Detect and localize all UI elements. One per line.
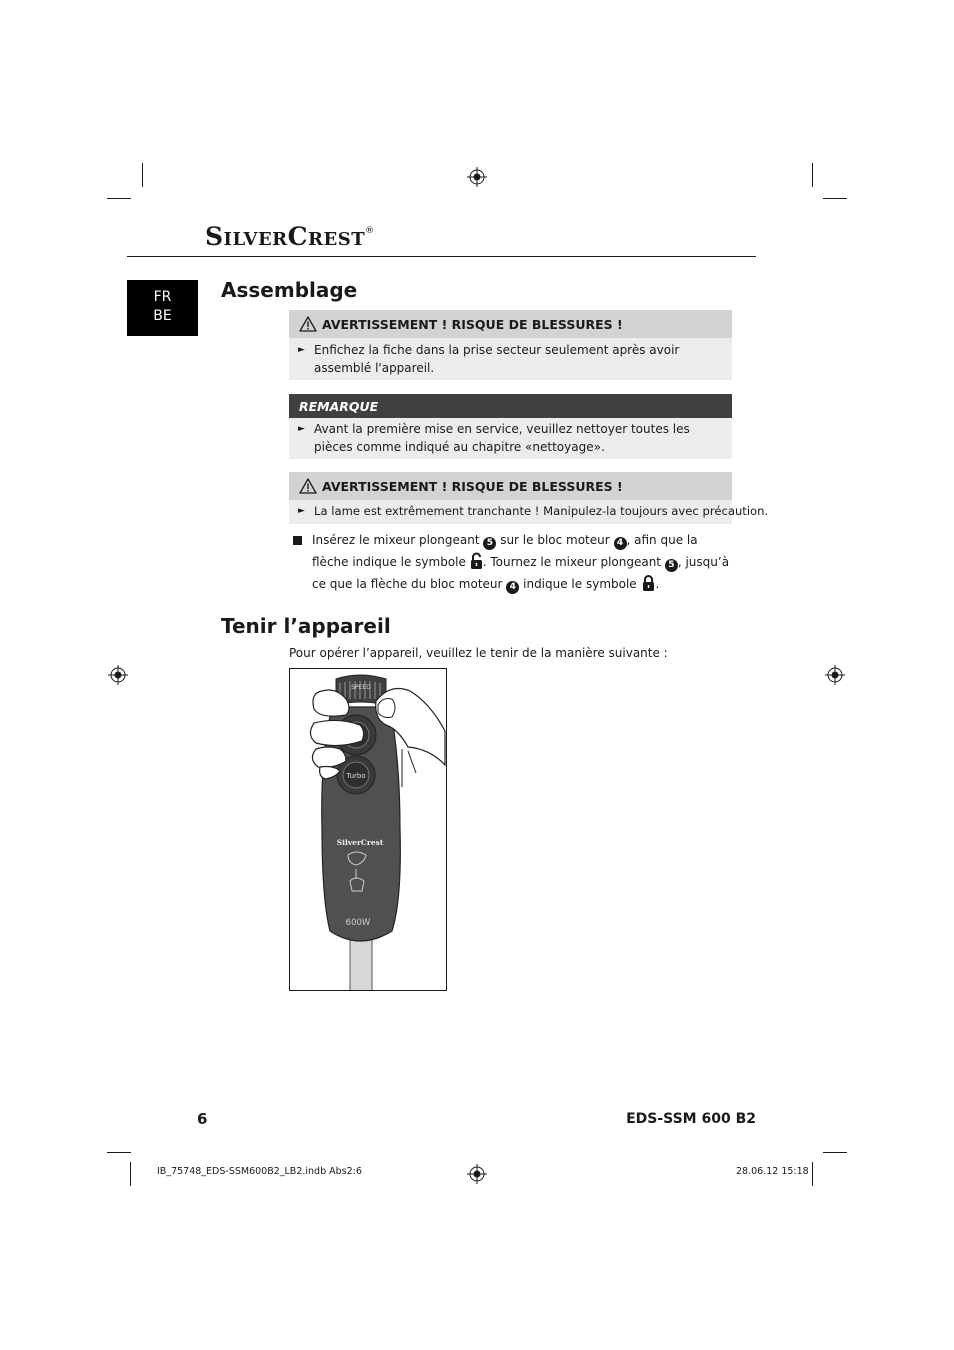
logo-text: SilverCrest xyxy=(205,222,366,251)
part-number-badge: 5 xyxy=(483,537,496,550)
arrow-bullet-icon: ► xyxy=(298,506,305,516)
arrow-bullet-icon: ► xyxy=(298,424,305,434)
section-title-assemblage: Assemblage xyxy=(221,278,358,302)
note-header xyxy=(289,394,732,418)
note-title: REMARQUE xyxy=(299,398,379,414)
registration-mark-icon xyxy=(108,665,128,685)
step-text-part: , afin que la flèche indique le symbole xyxy=(312,533,698,569)
crop-mark xyxy=(823,198,847,199)
step-text-part: , jusqu’à ce que la flèche du bloc moteur xyxy=(312,555,730,591)
model-number: EDS-SSM 600 B2 xyxy=(626,1111,756,1127)
brand-logo xyxy=(205,222,375,251)
turbo-label: Turbo xyxy=(346,772,366,780)
step-text-part: sur le bloc moteur xyxy=(500,533,610,547)
arrow-bullet-icon: ► xyxy=(298,345,305,355)
part-number-badge: 5 xyxy=(665,559,678,572)
language-code: FR xyxy=(153,289,172,305)
assembly-step xyxy=(289,529,734,595)
crop-mark xyxy=(107,1152,131,1153)
warning-box xyxy=(289,310,732,380)
warning-triangle-icon xyxy=(299,478,317,494)
speed-label: SPEED xyxy=(351,684,371,691)
unlocked-padlock-icon xyxy=(470,552,483,570)
header-rule xyxy=(127,256,756,257)
warning-header xyxy=(289,310,732,338)
warning-triangle-icon xyxy=(299,316,317,332)
step-text-part: . xyxy=(655,577,660,591)
crop-mark xyxy=(812,1162,813,1186)
hand-blender-drawing xyxy=(290,669,446,990)
crop-mark xyxy=(107,198,131,199)
crop-mark xyxy=(812,163,813,187)
warning-item xyxy=(289,500,769,521)
part-number-badge: 4 xyxy=(614,537,627,550)
power-label: 600W xyxy=(345,918,371,928)
step-text xyxy=(312,529,734,595)
warning-header xyxy=(289,472,732,500)
print-slug-file: IB_75748_EDS-SSM600B2_LB2.indb Abs2:6 xyxy=(157,1166,362,1177)
logo-registered: ® xyxy=(365,226,375,236)
step-text-part: Insérez le mixeur plongeant xyxy=(312,533,480,547)
square-bullet-icon xyxy=(293,536,302,545)
hand-blender-illustration xyxy=(289,668,447,991)
section-title-tenir: Tenir l’appareil xyxy=(221,614,391,638)
warning-text: La lame est extrêmement tranchante ! Manipulez-la toujours avec précaution. xyxy=(314,504,769,518)
device-brand-label: SilverCrest xyxy=(336,838,384,847)
step-text-part: . Tournez le mixeur plongeant xyxy=(482,555,662,569)
print-slug-date: 28.06.12 15:18 xyxy=(736,1166,809,1177)
registration-mark-icon xyxy=(467,167,487,187)
note-item xyxy=(289,418,732,456)
country-code: BE xyxy=(153,308,172,324)
note-text: Avant la première mise en service, veuillez nettoyer toutes les pièces comme indiqué au chapitre «nettoyage». xyxy=(314,422,690,454)
warning-item xyxy=(289,338,732,377)
warning-title: AVERTISSEMENT ! RISQUE DE BLESSURES ! xyxy=(322,316,623,332)
language-tab xyxy=(127,280,198,336)
step-text-part: indique le symbole xyxy=(523,577,637,591)
warning-title: AVERTISSEMENT ! RISQUE DE BLESSURES ! xyxy=(322,478,623,494)
crop-mark xyxy=(130,1162,131,1186)
crop-mark xyxy=(823,1152,847,1153)
note-box xyxy=(289,394,732,459)
intro-text: Pour opérer l’appareil, veuillez le tenir de la manière suivante : xyxy=(289,646,668,660)
part-number-badge: 4 xyxy=(506,581,519,594)
registration-mark-icon xyxy=(825,665,845,685)
page-number: 6 xyxy=(197,1110,208,1128)
crop-mark xyxy=(142,163,143,187)
warning-box xyxy=(289,472,769,524)
locked-padlock-icon xyxy=(641,574,656,592)
registration-mark-icon xyxy=(467,1164,487,1184)
warning-text: Enfichez la fiche dans la prise secteur seulement après avoir assemblé l'appareil. xyxy=(314,343,680,375)
